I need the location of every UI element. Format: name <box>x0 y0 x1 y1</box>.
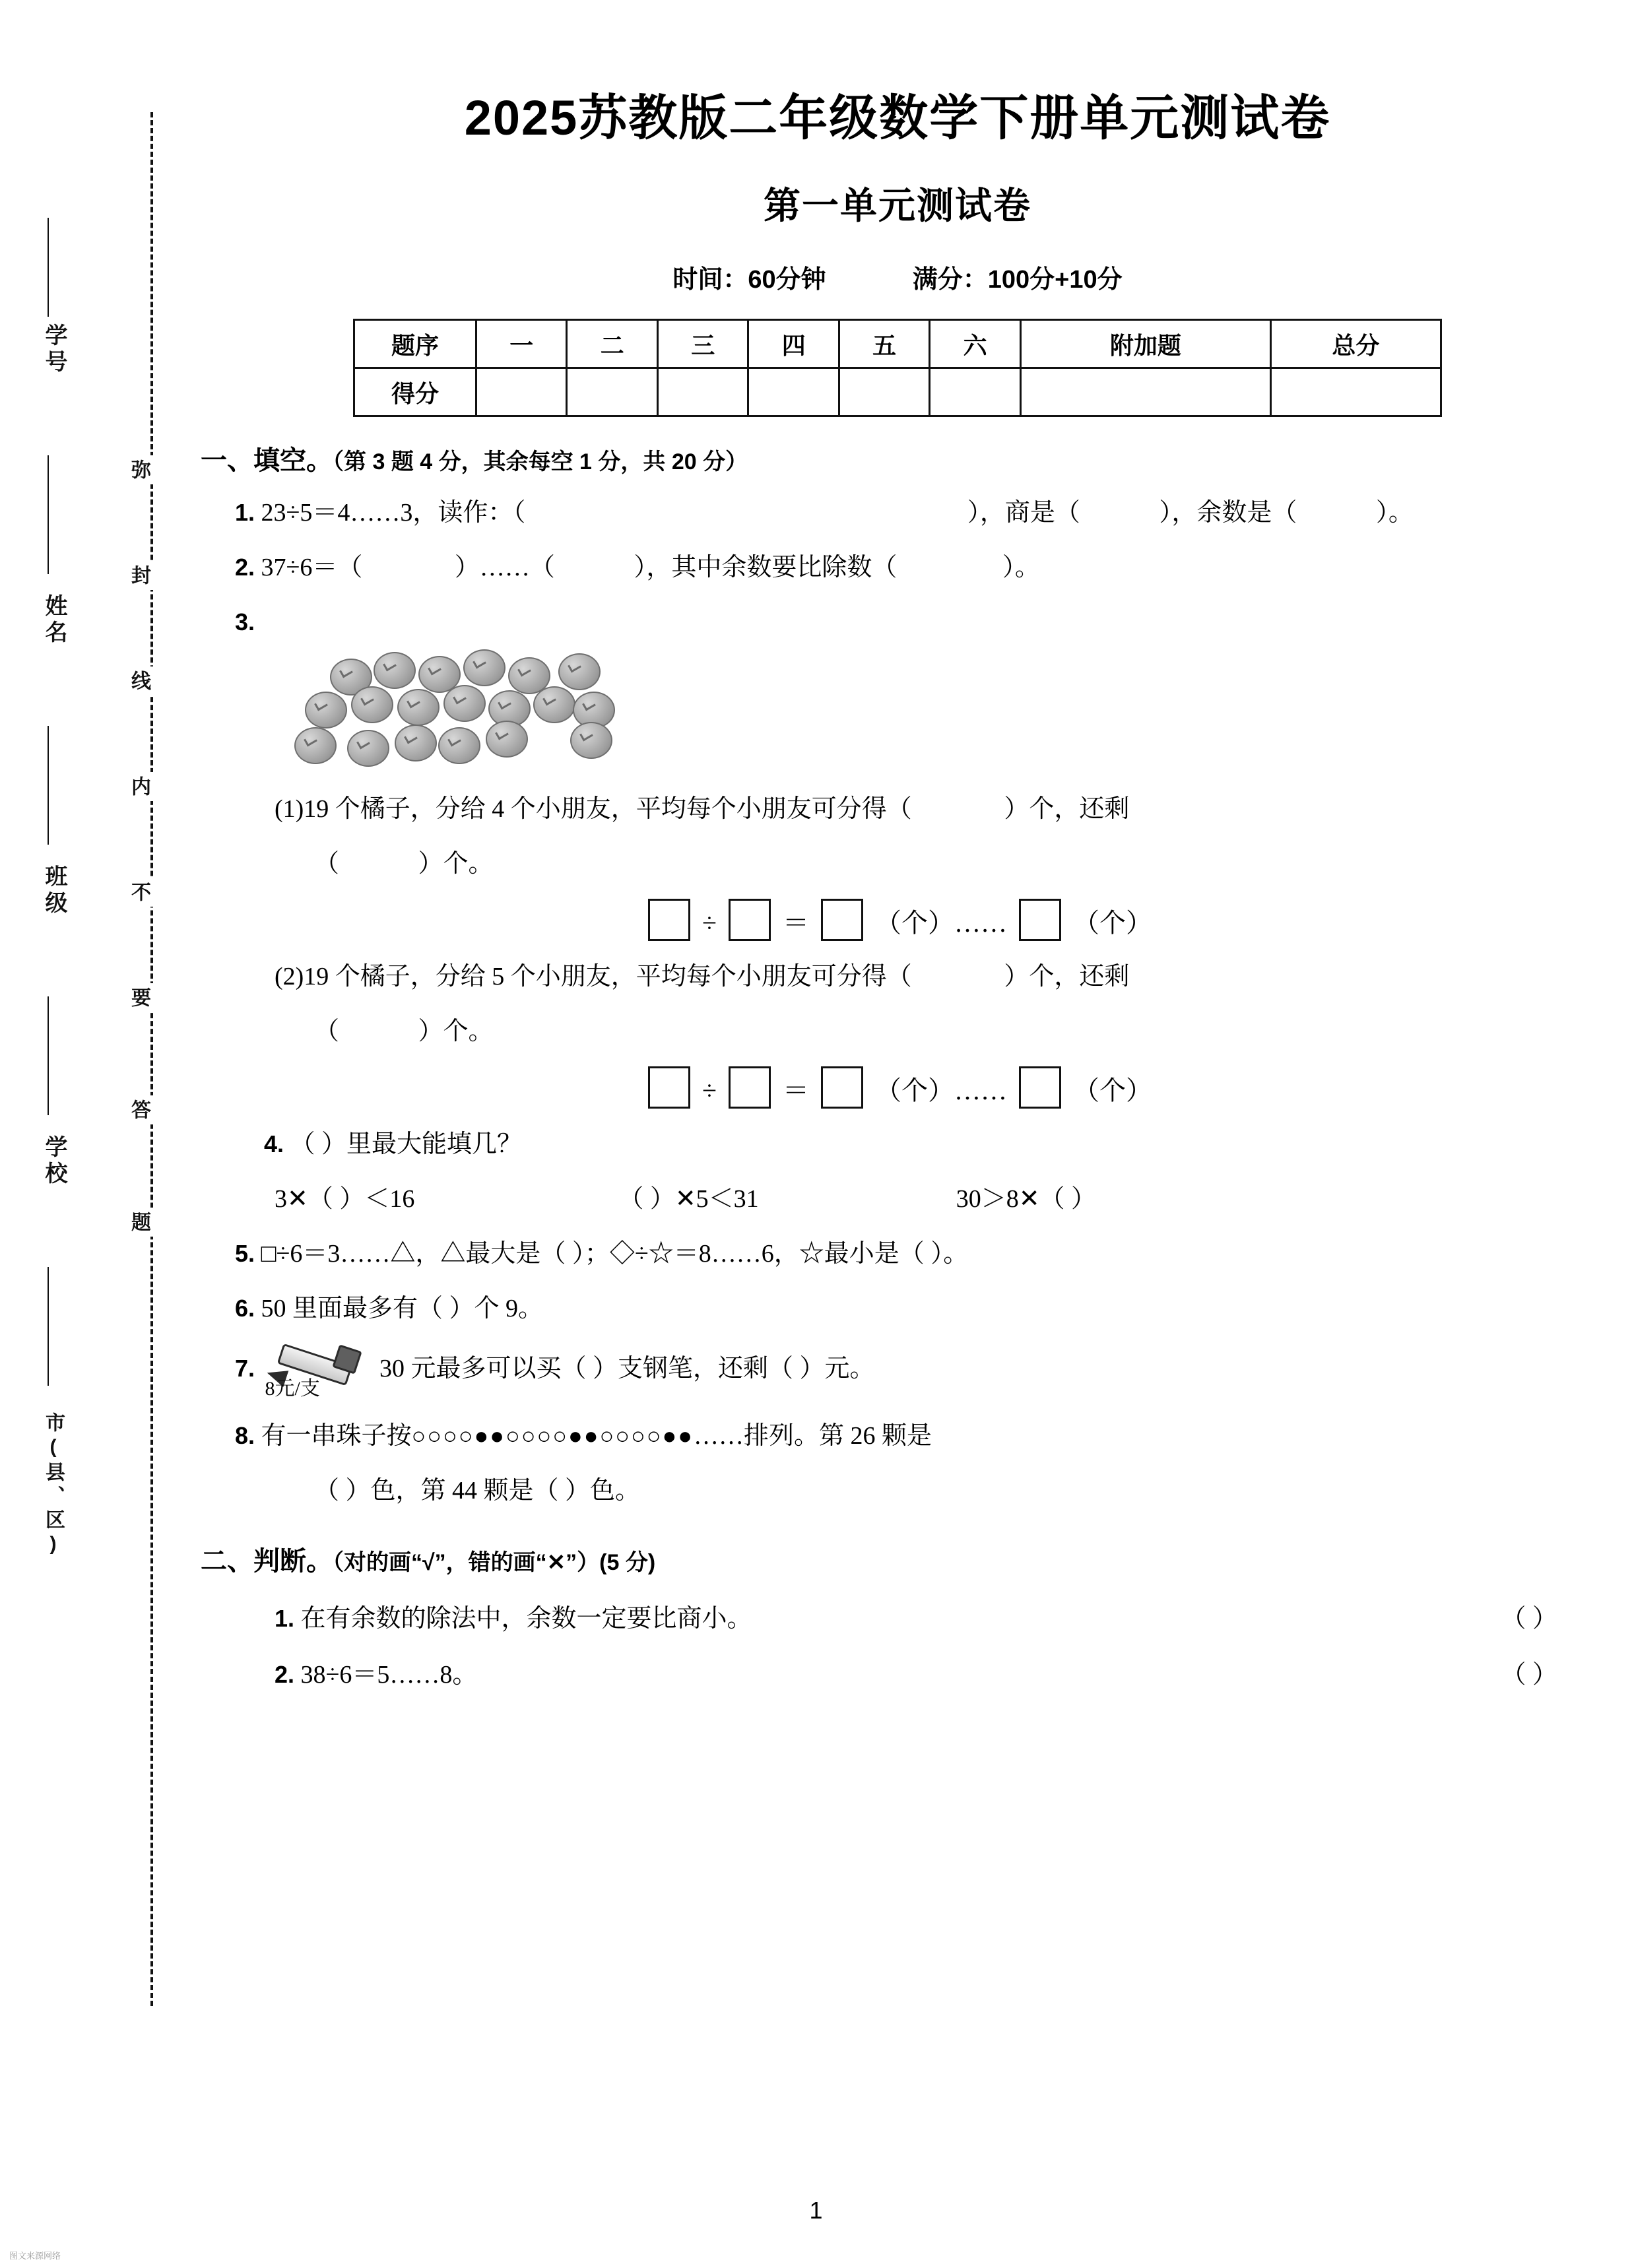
question-text-c: ），余数是（ <box>1159 499 1297 527</box>
score-label: 满分：100分+10分 <box>912 266 1123 294</box>
question-text: 30 元最多可以买（ ）支钢笔，还剩（ ）元。 <box>379 1355 875 1382</box>
score-cell[interactable] <box>930 368 1020 416</box>
side-rule <box>48 218 49 317</box>
exam-meta <box>198 259 1597 295</box>
part2-text-d: ）个。 <box>418 1018 494 1045</box>
answer-box[interactable] <box>1019 899 1061 941</box>
score-table <box>353 319 1442 417</box>
q4-option-b: （ ）✕5＜31 <box>618 1185 759 1213</box>
question-number: 2. <box>275 1661 295 1688</box>
q8-text-b: ……排列。第 26 颗是 <box>693 1422 932 1450</box>
part1-text-b: ）个，还剩 <box>1004 795 1130 823</box>
score-col-5: 六 <box>930 320 1020 368</box>
eq-div: ÷ <box>702 1076 717 1105</box>
coin-icon <box>570 722 612 759</box>
score-cell[interactable] <box>748 368 839 416</box>
answer-box[interactable] <box>1019 1066 1061 1109</box>
question-number: 1. <box>275 1605 295 1632</box>
coin-icon <box>397 689 440 726</box>
question-1-5 <box>235 1235 1597 1273</box>
question-text-d: ）。 <box>1002 554 1040 581</box>
table-row-header <box>354 320 1441 368</box>
question-1-3 <box>235 604 1597 641</box>
score-col-1: 二 <box>567 320 657 368</box>
seal-char-7: 题 <box>124 1208 153 1237</box>
question-1-3-part2-cont <box>314 1013 1597 1051</box>
question-1-3-part1-cont <box>314 845 1597 883</box>
bead-pattern: ○○○○●●○○○○●●○○○○●● <box>411 1423 694 1449</box>
side-label-banji: 班级 <box>42 864 67 917</box>
eq-eq: ＝ <box>782 908 809 938</box>
question-number: 4. <box>264 1130 284 1157</box>
question-text-c: ），其中余数要比除数（ <box>634 554 898 581</box>
coin-icon <box>558 653 601 690</box>
watermark: 图文来源网络 <box>9 2251 61 2261</box>
question-text: 38÷6＝5……8。 <box>300 1661 478 1689</box>
score-cell[interactable] <box>839 368 929 416</box>
answer-box[interactable] <box>729 1066 771 1109</box>
section-2-note: （对的画“√”，错的画“✕”）(5 分) <box>333 1550 656 1575</box>
q8-text-a: 有一串珠子按 <box>261 1422 412 1450</box>
time-label: 时间：60分钟 <box>672 266 826 294</box>
question-text-a: 37÷6＝（ <box>261 554 363 581</box>
part2-text-a: (2)19 个橘子，分给 5 个小朋友，平均每个小朋友可分得（ <box>275 963 912 990</box>
side-label-xuexiao: 学校 <box>42 1135 67 1188</box>
coin-icon <box>463 649 506 686</box>
part2-text-c: （ <box>314 1018 340 1045</box>
seal-char-6: 答 <box>124 1095 153 1124</box>
coin-icon <box>395 725 437 761</box>
seal-char-0: 弥 <box>124 455 153 484</box>
coin-icon <box>486 721 528 758</box>
score-cell[interactable] <box>476 368 567 416</box>
coin-icon <box>294 727 337 764</box>
score-col-2: 三 <box>657 320 748 368</box>
side-rule <box>48 996 49 1115</box>
judge-answer-box[interactable]: （ ） <box>1501 1661 1557 1689</box>
coin-icon <box>438 727 480 764</box>
left-margin-strip <box>0 0 198 2268</box>
side-rule <box>48 1267 49 1386</box>
coin-icon <box>347 730 389 767</box>
pen-icon <box>261 1345 374 1400</box>
question-number: 1. <box>235 499 255 526</box>
question-text: 在有余数的除法中，余数一定要比商小。 <box>300 1605 752 1633</box>
page-number: 1 <box>809 2197 823 2224</box>
score-col-0: 一 <box>476 320 567 368</box>
side-label-xuehao: 学号 <box>42 323 67 376</box>
answer-box[interactable] <box>821 899 863 941</box>
question-1-8-cont <box>314 1472 1597 1510</box>
coin-icon <box>374 652 416 689</box>
page-subtitle: 第一单元测试卷 <box>764 185 1031 226</box>
judge-answer-box[interactable]: （ ） <box>1501 1605 1557 1633</box>
judge-item-2 <box>275 1654 1597 1690</box>
question-text: 50 里面最多有（ ）个 9。 <box>261 1295 544 1322</box>
coin-icon <box>533 686 575 723</box>
eq-eq: ＝ <box>782 1076 809 1105</box>
question-1-4-options <box>275 1181 1597 1218</box>
question-1-1 <box>235 494 1597 532</box>
question-1-6 <box>235 1290 1597 1328</box>
section-2-heading <box>198 1540 1597 1578</box>
side-label-xingming: 姓名 <box>42 594 67 647</box>
question-text-a: 23÷5＝4……3，读作：（ <box>261 499 526 527</box>
score-cell[interactable] <box>657 368 748 416</box>
seal-char-2: 线 <box>124 666 153 696</box>
part1-text-d: ）个。 <box>418 850 494 878</box>
equation-row-1 <box>198 899 1597 941</box>
seal-char-1: 封 <box>124 561 153 590</box>
section-2-title: 二、判断。 <box>201 1547 333 1576</box>
score-cell[interactable] <box>1270 368 1441 416</box>
seal-char-5: 要 <box>124 983 153 1012</box>
question-text: （ ）里最大能填几？ <box>290 1130 523 1158</box>
question-1-8 <box>235 1417 1597 1455</box>
answer-box[interactable] <box>648 1066 690 1109</box>
part1-text-c: （ <box>314 850 340 878</box>
question-text-b: ）……（ <box>454 554 555 581</box>
table-row-scores <box>354 368 1441 416</box>
score-col-3: 四 <box>748 320 839 368</box>
seal-char-3: 内 <box>124 772 153 801</box>
answer-box[interactable] <box>648 899 690 941</box>
score-cell[interactable] <box>1020 368 1270 416</box>
answer-box[interactable] <box>821 1066 863 1109</box>
score-col-4: 五 <box>839 320 929 368</box>
q4-option-a: 3✕（ ）＜16 <box>275 1185 415 1213</box>
question-number: 7. <box>235 1355 255 1382</box>
q4-option-c: 30＞8✕（ ） <box>956 1185 1097 1213</box>
question-1-3-part1 <box>275 791 1597 828</box>
section-1-heading <box>198 439 1597 477</box>
eq-div: ÷ <box>702 908 717 938</box>
pen-price-label: 8元/支 <box>265 1378 320 1400</box>
question-1-4 <box>264 1126 1597 1163</box>
answer-box[interactable] <box>729 899 771 941</box>
question-text-b: ），商是（ <box>967 499 1080 527</box>
q8-text-c: （ ）色，第 44 颗是（ ）色。 <box>314 1477 641 1505</box>
coin-icon <box>305 692 347 729</box>
question-1-2 <box>235 549 1597 587</box>
side-rule <box>48 455 49 574</box>
question-number: 5. <box>235 1240 255 1267</box>
score-row-label-0: 题序 <box>354 320 476 368</box>
coin-icon <box>351 686 393 723</box>
side-rule <box>48 726 49 845</box>
seal-dashed-line <box>150 112 153 2006</box>
exam-content <box>198 0 1597 1690</box>
eq-unit-1: （个）…… <box>874 908 1007 938</box>
section-1-title: 一、填空。 <box>201 446 333 475</box>
side-label-shixianqu: 市(县、区) <box>42 1412 64 1559</box>
question-1-3-part2 <box>275 958 1597 996</box>
judge-item-1 <box>275 1598 1597 1634</box>
coin-icon <box>443 685 486 722</box>
part2-text-b: ）个，还剩 <box>1004 963 1130 990</box>
section-1-note: （第 3 题 4 分，其余每空 1 分，共 20 分） <box>333 449 748 474</box>
orange-coins-illustration <box>277 648 700 773</box>
question-text: □÷6＝3……△，△最大是（ ）；◇÷☆＝8……6，☆最小是（ ）。 <box>261 1240 969 1268</box>
eq-unit-1: （个）…… <box>874 1076 1007 1105</box>
question-number: 2. <box>235 554 255 581</box>
score-col-6: 附加题 <box>1020 320 1270 368</box>
question-number: 8. <box>235 1422 255 1449</box>
seal-char-4: 不 <box>124 878 153 907</box>
page-title: 2025苏教版二年级数学下册单元测试卷 <box>464 90 1331 145</box>
equation-row-2 <box>198 1066 1597 1109</box>
eq-unit-2: （个） <box>1072 908 1152 938</box>
score-row-label-1: 得分 <box>354 368 476 416</box>
question-number: 6. <box>235 1295 255 1322</box>
question-1-7 <box>235 1345 1597 1400</box>
part1-text-a: (1)19 个橘子，分给 4 个小朋友，平均每个小朋友可分得（ <box>275 795 912 823</box>
score-col-7: 总分 <box>1270 320 1441 368</box>
eq-unit-2: （个） <box>1072 1076 1152 1105</box>
question-number: 3. <box>235 608 255 635</box>
question-text-d: ）。 <box>1375 499 1414 527</box>
score-cell[interactable] <box>567 368 657 416</box>
